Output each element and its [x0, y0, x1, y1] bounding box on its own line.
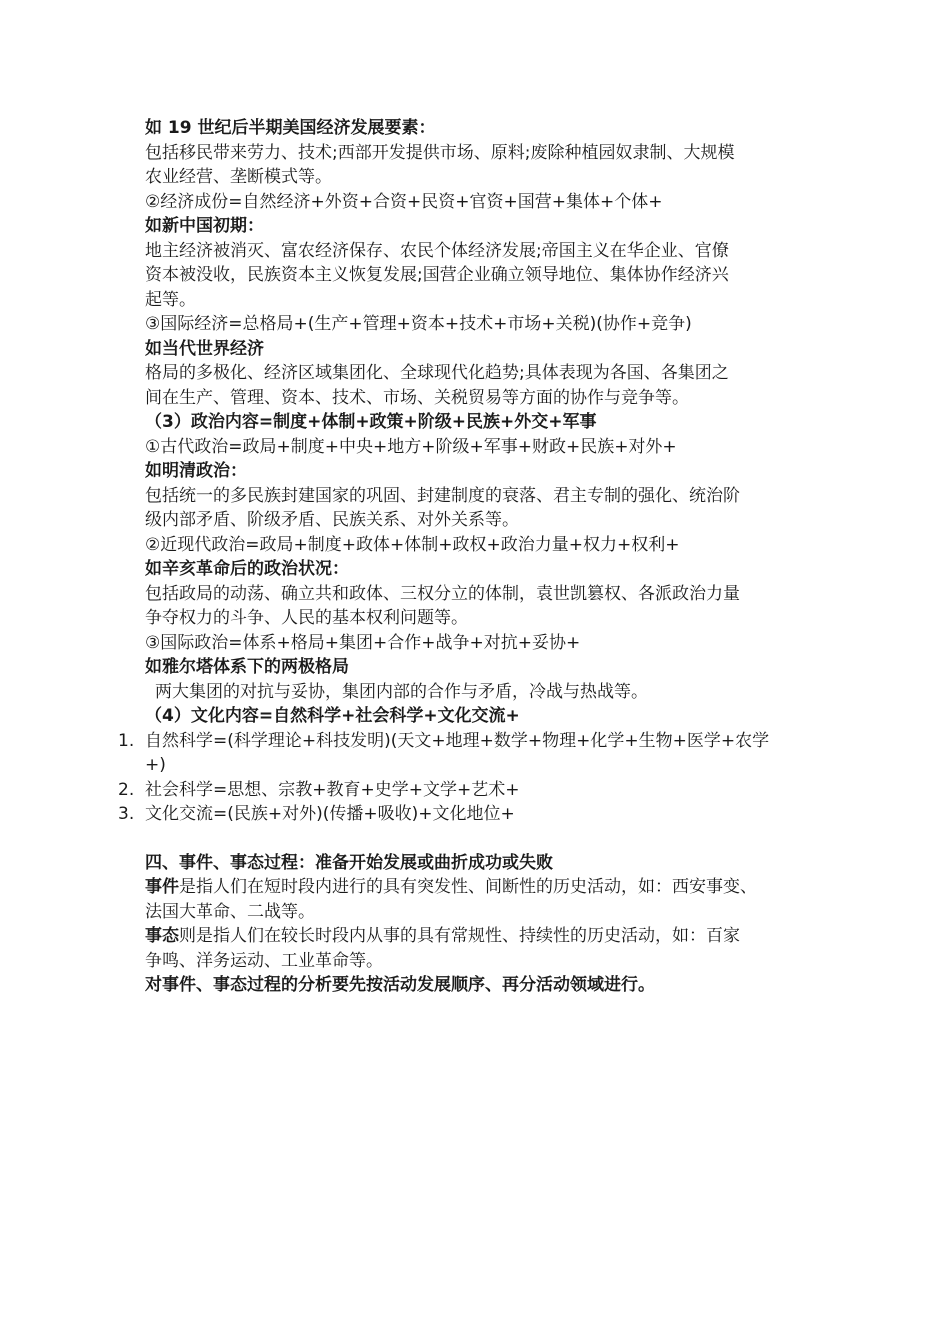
example-prc-line: 地主经济被消灭、富农经济保存、农民个体经济发展;帝国主义在华企业、官僚: [145, 240, 729, 261]
culture-list-item: [118, 802, 810, 827]
state-term: 事态: [145, 926, 179, 946]
culture-heading: （4）文化内容=自然科学+社会科学+文化交流+: [145, 706, 520, 726]
example-ming-line: 级内部矛盾、阶级矛盾、民族关系、对外关系等。: [145, 510, 519, 530]
example-xinhai-title: 如辛亥革命后的政治状况：: [145, 559, 349, 579]
example-prc-title: 如新中国初期：: [145, 216, 264, 236]
modern-politics-formula: ②近现代政治=政局+制度+政体+体制+政权+政治力量+权力+权利+: [145, 534, 680, 555]
econ-component-formula: ②经济成份=自然经济+外资+合资+民资+官资+国营+集体+个体+: [145, 191, 663, 212]
list-item-line: 文化交流=(民族+对外)(传播+吸收)+文化地位+: [145, 804, 515, 824]
culture-list-item: [118, 778, 810, 803]
example-us-line: 农业经营、垄断模式等。: [145, 167, 332, 187]
example-world-title: 如当代世界经济: [145, 338, 264, 359]
section-spacer: [145, 827, 810, 851]
example-ming-line: 包括统一的多民族封建国家的巩固、封建制度的衰落、君主专制的强化、统治阶: [145, 485, 740, 506]
example-ming-title: 如明清政治：: [145, 461, 247, 481]
example-yalta-line: 两大集团的对抗与妥协，集团内部的合作与矛盾，冷战与热战等。: [155, 681, 648, 702]
example-world-line: 格局的多极化、经济区域集团化、全球现代化趋势;具体表现为各国、各集团之: [145, 363, 729, 383]
list-number: 2.: [118, 779, 135, 800]
document-body: [118, 116, 810, 998]
list-item-line: +): [145, 755, 166, 775]
example-xinhai-line: 争夺权力的斗争、人民的基本权利问题等。: [145, 608, 468, 628]
list-item-line: 自然科学=(科学理论+科技发明)(天文+地理+数学+物理+化学+生物+医学+农学: [145, 730, 770, 751]
intl-econ-formula: ③国际经济=总格局+(生产+管理+资本+技术+市场+关税)(协作+竞争): [145, 314, 692, 334]
state-definition-line: [145, 924, 810, 949]
example-prc-line: 资本被没收，民族资本主义恢复发展;国营企业确立领导地位、集体协作经济兴: [145, 265, 729, 285]
example-world-line: 间在生产、管理、资本、技术、市场、关税贸易等方面的协作与竞争等。: [145, 387, 689, 408]
example-prc-line: 起等。: [145, 289, 196, 310]
politics-heading: （3）政治内容=制度+体制+政策+阶级+民族+外交+军事: [145, 412, 597, 432]
example-us-line: 包括移民带来劳力、技术;西部开发提供市场、原料;废除种植园奴隶制、大规模: [145, 142, 735, 163]
example-xinhai-line: 包括政局的动荡、确立共和政体、三权分立的体制，袁世凯篡权、各派政治力量: [145, 583, 740, 604]
list-number: 1.: [118, 730, 135, 751]
example-yalta-title: 如雅尔塔体系下的两极格局: [145, 657, 349, 677]
intl-politics-formula: ③国际政治=体系+格局+集团+合作+战争+对抗+妥协+: [145, 632, 581, 653]
events-heading: 四、事件、事态过程：准备开始发展或曲折成功或失败: [145, 852, 553, 873]
example-us-title: 如 19 世纪后半期美国经济发展要素：: [145, 118, 436, 138]
event-definition-text: 是指人们在短时段内进行的具有突发性、间断性的历史活动，如：西安事变、: [179, 877, 757, 897]
list-item-line: 社会科学=思想、宗教+教育+史学+文学+艺术+: [145, 779, 520, 800]
event-definition-line: 法国大革命、二战等。: [145, 901, 315, 922]
culture-list-item: [118, 729, 810, 778]
analysis-conclusion: 对事件、事态过程的分析要先按活动发展顺序、再分活动领域进行。: [145, 975, 655, 995]
state-definition-text: 则是指人们在较长时段内从事的具有常规性、持续性的历史活动，如：百家: [179, 926, 740, 946]
ancient-politics-formula: ①古代政治=政局+制度+中央+地方+阶级+军事+财政+民族+对外+: [145, 436, 677, 457]
list-number: 3.: [118, 804, 135, 824]
state-definition-line: 争鸣、洋务运动、工业革命等。: [145, 950, 383, 971]
event-definition-line: [145, 875, 810, 900]
event-term: 事件: [145, 877, 179, 897]
